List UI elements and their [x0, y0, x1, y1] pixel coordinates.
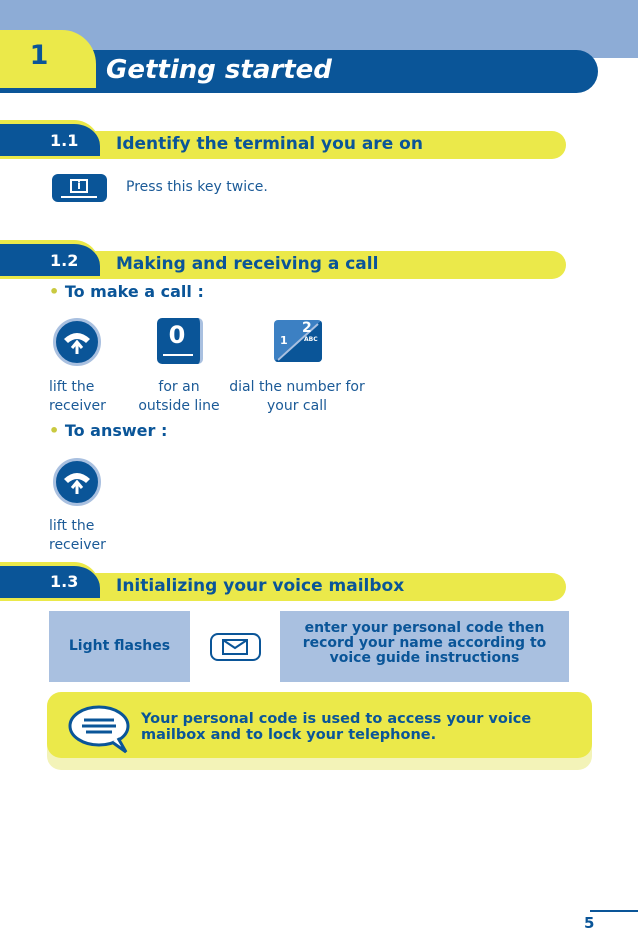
section-1-3-number: 1.3: [50, 572, 79, 591]
keypad-digit-1: 1: [280, 334, 288, 347]
zero-key-icon: [157, 318, 203, 364]
keypad-letters: ABC: [304, 336, 318, 343]
section-1-1-number: 1.1: [50, 131, 79, 150]
answer-caption: [49, 517, 106, 555]
step2-caption: [130, 378, 228, 416]
section-1-2-number: 1.2: [50, 251, 79, 270]
page-number-rule: [590, 910, 638, 912]
off-hook-icon: [53, 458, 101, 506]
step3-caption: [226, 378, 368, 416]
speech-bubble-icon: [68, 704, 132, 760]
s11-instruction: Press this key twice.: [126, 179, 268, 195]
make-call-label: To make a call :: [64, 282, 204, 301]
bullet-dot: •: [49, 282, 60, 301]
make-call-heading: [49, 282, 204, 301]
step2-line2: outside line: [138, 398, 220, 414]
step3-line2: your call: [267, 398, 327, 414]
instructions-box: enter your personal code then record your name according to voice guide instructions: [280, 611, 569, 682]
note-text: Your personal code is used to access your voice mailbox and to lock your telephone.: [141, 711, 532, 743]
answer-line2: receiver: [49, 537, 106, 553]
chapter-number: 1: [29, 40, 49, 71]
mail-key-icon: [210, 633, 261, 661]
step1-line1: lift the: [49, 379, 95, 395]
page-number: 5: [584, 914, 595, 932]
section-1-3-title: Initializing your voice mailbox: [116, 576, 405, 596]
answer-heading: [49, 421, 167, 440]
chapter-title: Getting started: [106, 55, 332, 85]
step1-caption: [49, 378, 106, 416]
info-key-icon: i: [52, 174, 107, 202]
off-hook-icon: [53, 318, 101, 366]
section-1-1-title: Identify the terminal you are on: [116, 134, 423, 154]
bullet-dot: •: [49, 421, 60, 440]
step2-line1: for an: [158, 379, 200, 395]
zero-key-digit: 0: [168, 321, 186, 349]
step3-line1: dial the number for: [229, 379, 365, 395]
answer-label: To answer :: [64, 421, 168, 440]
light-flashes-box: Light flashes: [49, 611, 190, 682]
keypad-digit-2: 2: [302, 320, 312, 336]
step1-line2: receiver: [49, 398, 106, 414]
answer-line1: lift the: [49, 518, 95, 534]
keypad-icon: [274, 320, 322, 362]
section-1-2-title: Making and receiving a call: [116, 254, 379, 274]
